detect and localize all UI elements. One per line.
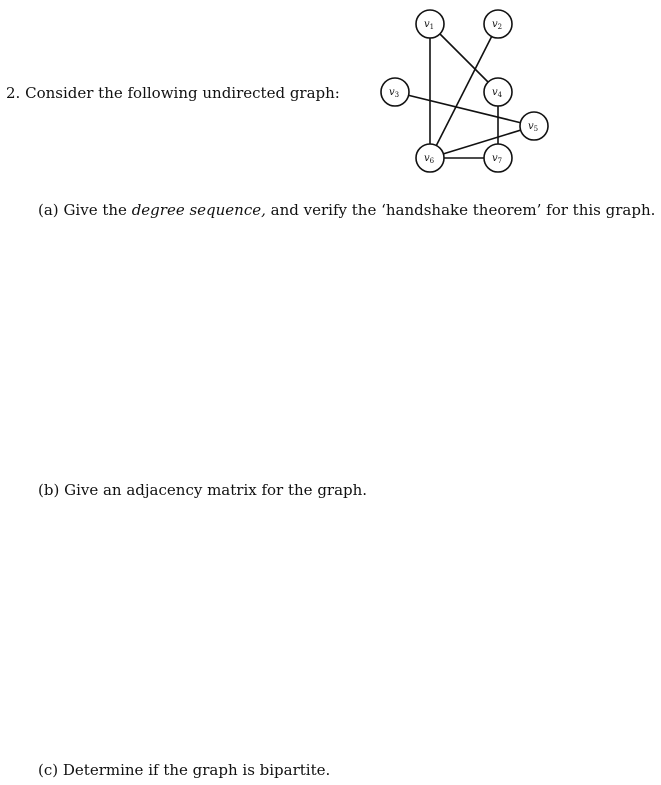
- part-a-text-before: Give the: [63, 201, 127, 219]
- node-v2: [484, 10, 512, 38]
- node-label: $v_2$: [491, 19, 503, 31]
- undirected-graph: [368, 6, 558, 186]
- part-a-marker: (a): [38, 201, 59, 219]
- edge-v5-v6: [430, 126, 534, 158]
- node-v4: [484, 78, 512, 106]
- problem-prompt: Consider the following undirected graph:: [25, 84, 340, 102]
- node-v6: [416, 144, 444, 172]
- part-a-text-after: and verify the ‘handshake theorem’ for this graph.: [270, 201, 656, 219]
- part-b: [38, 481, 367, 499]
- node-label: $v_3$: [388, 87, 400, 99]
- part-b-marker: (b): [38, 481, 60, 499]
- node-label: $v_1$: [423, 19, 435, 31]
- graph-edges: [395, 24, 534, 158]
- problem-statement: [6, 84, 340, 102]
- part-c-text: Determine if the graph is bipartite.: [62, 761, 331, 779]
- node-label: $v_5$: [527, 121, 539, 133]
- node-v1: [416, 10, 444, 38]
- problem-number: 2.: [6, 84, 21, 102]
- node-label: $v_4$: [491, 87, 503, 99]
- part-c-marker: (c): [38, 761, 59, 779]
- edge-v3-v5: [395, 92, 534, 126]
- node-v7: [484, 144, 512, 172]
- part-c: [38, 761, 330, 779]
- part-a: [38, 201, 655, 219]
- node-label: $v_7$: [491, 153, 503, 165]
- node-v3: [381, 78, 409, 106]
- node-v5: [520, 112, 548, 140]
- node-label: $v_6$: [423, 153, 435, 165]
- part-a-emphasis: degree sequence,: [131, 201, 266, 219]
- part-b-text: Give an adjacency matrix for the graph.: [64, 481, 368, 499]
